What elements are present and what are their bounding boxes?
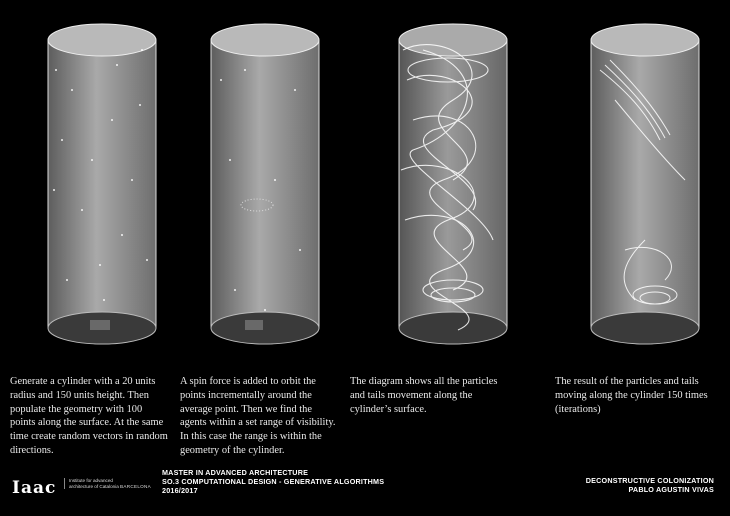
program-title: MASTER IN ADVANCED ARCHITECTURE xyxy=(162,468,309,477)
caption-1: Generate a cylinder with a 20 units radius and 150 units height. Then populate the geometry with 100 points along the surface. At the same time create random vectors in random directions. xyxy=(10,376,168,456)
cylinder-3-svg xyxy=(393,10,513,355)
cylinder-2-svg xyxy=(205,10,325,355)
logo-city: BARCELONA xyxy=(120,484,152,489)
cylinder-4-svg xyxy=(585,10,705,355)
footer xyxy=(0,468,730,516)
caption-4: The result of the particles and tails moving along the cylinder 150 times (iterations) xyxy=(555,376,708,415)
caption-2: A spin force is added to orbit the points incrementally around the average point. Then we find the agents within a set range of visibility. In this case the range is within the geometry of the cylinder. xyxy=(180,376,336,456)
project-title: DECONSTRUCTIVE COLONIZATION xyxy=(585,476,714,485)
course-title: SO.3 COMPUTATIONAL DESIGN - GENERATIVE ALGORITHMS xyxy=(162,477,385,486)
iaac-logo: Iaac xyxy=(12,478,57,498)
cylinder-render-2 xyxy=(205,10,325,355)
project-info xyxy=(586,476,714,494)
cylinder-1-svg xyxy=(42,10,162,355)
cylinder-render-4 xyxy=(585,10,705,355)
caption-3: The diagram shows all the particles and tails movement along the cylinder’s surface. xyxy=(350,376,498,415)
cylinder-render-3 xyxy=(393,10,513,355)
author-name: PABLO AGUSTIN VIVAS xyxy=(628,485,714,494)
cylinder-render-1 xyxy=(42,10,162,355)
academic-year: 2016/2017 xyxy=(162,486,198,495)
program-info xyxy=(162,468,384,495)
iaac-logo-text: Institute for advanced architecture of Catalonia xyxy=(64,478,129,489)
